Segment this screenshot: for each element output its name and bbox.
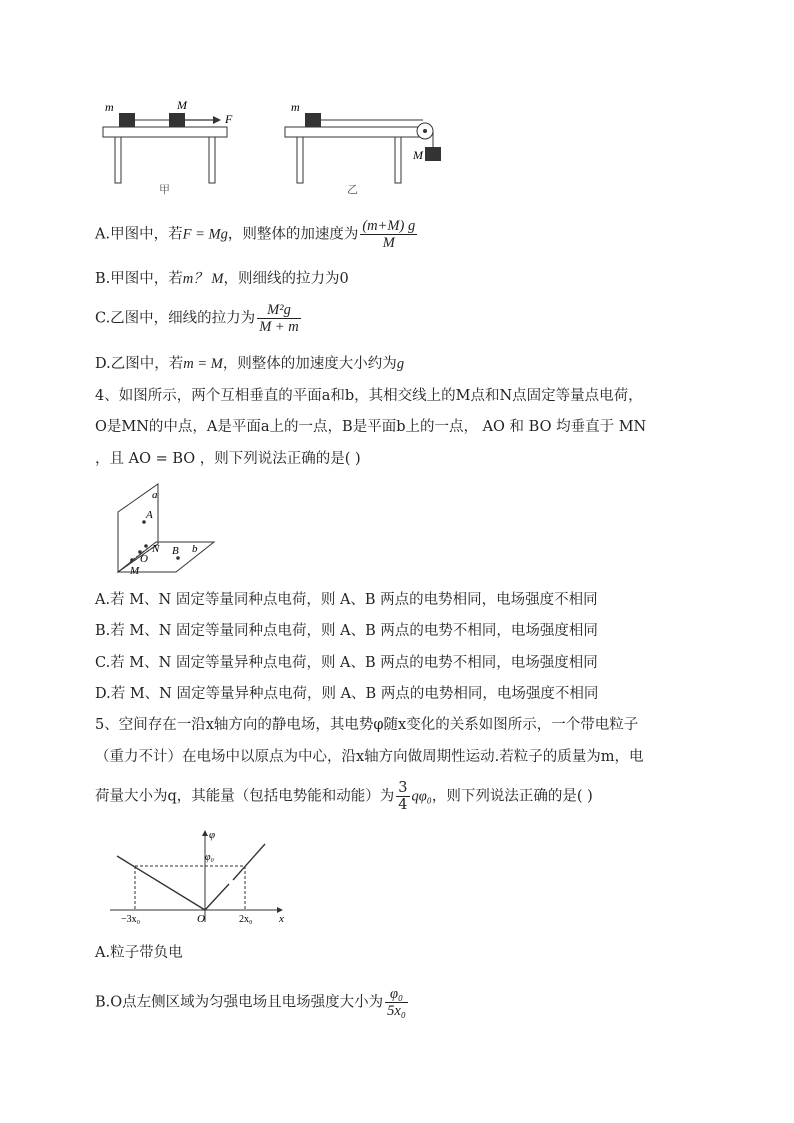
svg-text:x: x — [279, 913, 284, 925]
svg-text:A: A — [146, 509, 153, 521]
caption-yi: 乙 — [347, 184, 358, 196]
figure-tables — [95, 95, 455, 200]
figure-planes — [100, 482, 225, 577]
q4-stem-line1: 4、如图所示，两个互相垂直的平面a和b，其相交线上的M点和N点固定等量点电荷， — [95, 388, 643, 404]
q4-stem-line2: O是MN的中点，A是平面a上的一点，B是平面b上的一点， AO 和 BO 均垂直于 MN — [95, 419, 647, 435]
q4-option-a: A.若 M、N 固定等量同种点电荷，则 A、B 两点的电势相同，电场强度不相同 — [95, 592, 598, 608]
svg-text:a: a — [152, 489, 158, 501]
svg-text:O: O — [140, 553, 148, 565]
svg-text:2x₀: 2x₀ — [239, 914, 253, 925]
svg-text:−3x₀: −3x₀ — [121, 914, 141, 925]
q4-option-b: B.若 M、N 固定等量同种点电荷，则 A、B 两点的电势不相同，电场强度相同 — [95, 623, 598, 639]
label-m: m — [105, 100, 114, 114]
q5-option-a: A.粒子带负电 — [95, 945, 183, 961]
q5-option-b: B.O点左侧区域为匀强电场且电场强度大小为 $\frac{\text{φ₀}}{\text{5x₀}}$ — [95, 986, 406, 1019]
q4-stem-line3: ，且 AO = BO ，则下列说法正确的是( ) — [95, 451, 361, 467]
svg-text:B: B — [172, 545, 179, 557]
svg-text:b: b — [192, 543, 198, 555]
figure-yi — [285, 100, 441, 196]
svg-text:φ₀: φ₀ — [205, 852, 215, 863]
q4-option-d: D.若 M、N 固定等量异种点电荷，则 A、B 两点的电势相同，电场强度不相同 — [95, 686, 599, 702]
svg-text:M: M — [413, 148, 423, 162]
block-m — [119, 113, 135, 127]
q3-option-a: A.甲图中，若F = Mg，则整体的加速度为 $\frac{(m+M) g}{M}$ — [95, 218, 416, 251]
q4-option-c: C.若 M、N 固定等量异种点电荷，则 A、B 两点的电势不相同，电场强度相同 — [95, 655, 598, 671]
q5-stem-line3: 荷量大小为q，其能量（包括电势能和动能）为 $\frac{3}{4}$ qφ₀，则下列说法正确的是( ) — [95, 780, 593, 813]
q5-stem-line2: （重力不计）在电场中以原点为中心，沿x轴方向做周期性运动.若粒子的质量为m，电 — [95, 749, 644, 765]
q3-option-d: D.乙图中，若m = M，则整体的加速度大小约为g — [95, 356, 405, 372]
svg-text:m: m — [291, 100, 300, 114]
caption-jia: 甲 — [159, 184, 170, 196]
svg-text:φ: φ — [209, 829, 216, 841]
svg-text:M: M — [130, 565, 140, 577]
label-F: F — [225, 112, 233, 126]
svg-text:N: N — [152, 543, 160, 555]
figure-jia — [103, 98, 233, 196]
svg-text:O: O — [197, 913, 205, 925]
figure-phi-graph — [105, 826, 295, 926]
block-M — [169, 113, 185, 127]
q3-option-b: B.甲图中，若m？ M，则细线的拉力为0 — [95, 271, 349, 287]
q5-stem-line1: 5、空间存在一沿x轴方向的静电场，其电势φ随x变化的关系如图所示，一个带电粒子 — [95, 717, 639, 733]
q3-option-c: C.乙图中，细线的拉力为 $\frac{\text{M²g}}{M + m}$ — [95, 302, 299, 335]
label-M: M — [177, 98, 187, 112]
